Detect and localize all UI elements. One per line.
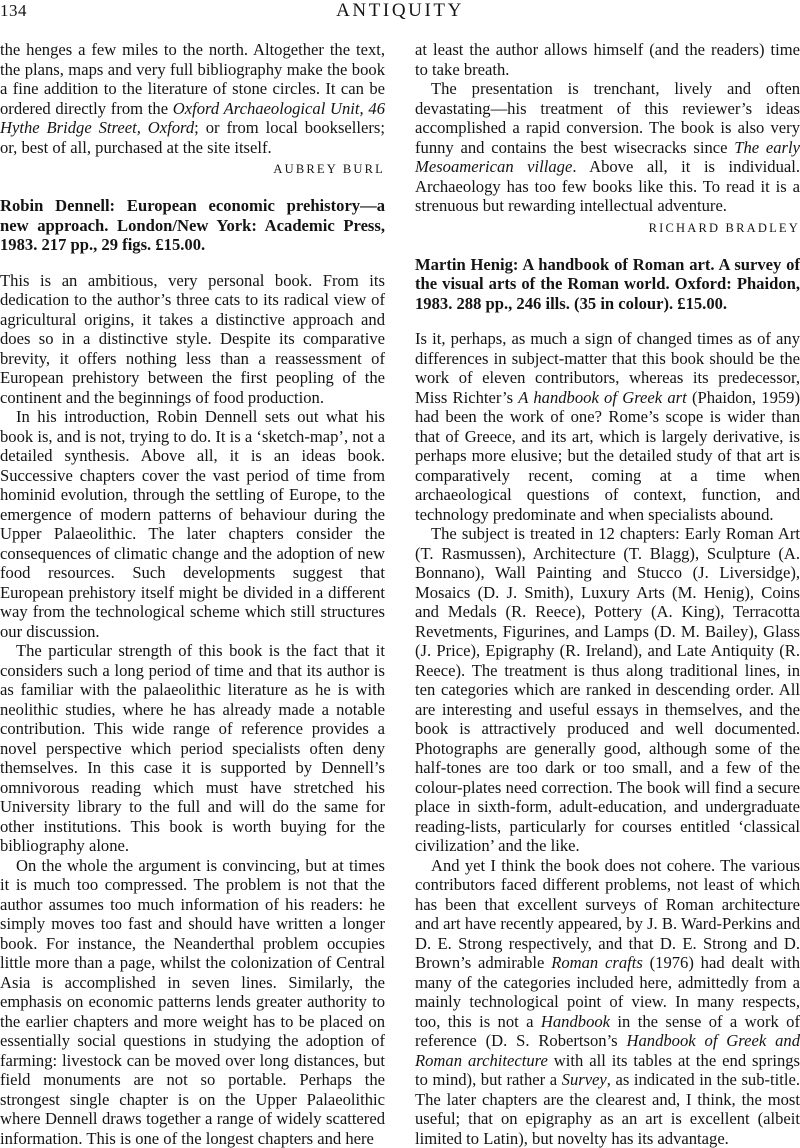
continued-review-text <box>0 40 385 157</box>
journal-title: ANTIQUITY <box>0 0 800 22</box>
review-paragraph: The particular strength of this book is the fact that it considers such a long period of time and that its author is as familiar with the palaeolithic literature as he is with neolithic studies, where he has already made a notable contribution. This wide range of reference provides a novel perspective which period specialists often deny themselves. In this case it is supported by Dennell’s omnivorous reading which must have stretched his University library to the full and will do the same for other institutions. This book is worth buying for the bibliography alone. <box>0 641 385 856</box>
running-head <box>0 0 800 24</box>
right-column <box>415 40 800 1148</box>
text-span: the henges a few miles to the north. Altogether the text, the plans, maps and very full bibliography make the book a fine addition to the literature of stone circles. It can be ordered directly from the <box>0 40 385 118</box>
review-heading-henig: Martin Henig: A handbook of Roman art. A survey of the visual arts of the Roman world. Oxford: Phaidon, 1983. 288 pp., 246 ills. (35 in colour). £15.00. <box>415 255 800 314</box>
review-paragraph: In his introduction, Robin Dennell sets out what his book is, and is not, trying to do. It is a ‘sketch-map’, not a detailed synthesis. Above all, it is an ideas book. Successive chapters cover the vast period of time from hominid evolution, through the settling of Europe, to the emergence of modern patterns of behaviour during the Upper Palaeolithic. The later chapters consider the consequences of climatic change and the adoption of new food resources. Such developments suggest that European prehistory itself might be divided in a different way from the technological scheme which still structures our discussion. <box>0 407 385 641</box>
left-column <box>0 40 385 1148</box>
book-title-italic: A handbook of Greek art <box>518 388 686 407</box>
text-span: The presentation is trenchant, lively and often devastating—his treatment of this reviewer’s ideas accomplished a rapid conversion. The book is also very funny and contains the best wisecracks since <box>415 79 800 157</box>
text-span: , as indicated in the sub-title. The later chapters are the clearest and, I think, the most useful; that on epigraphy as an art is excellent (albeit limited to Latin), but novelty has its advantage. <box>415 1070 800 1148</box>
text-span: Is it, perhaps, as much a sign of changed times as of any differences in subject-matter that this book should be the work of eleven contributors, whereas its predecessor, Miss Richter’s <box>415 329 800 407</box>
review-paragraph: at least the author allows himself (and the readers) time to take breath. <box>415 40 800 79</box>
text-span: (Phaidon, 1959) had been the work of one? Rome’s scope is wider than that of Greece, and its art, which is largely derivative, is perhaps more elusive; but the detailed study of that art is comparatively recent, coming at a time when archaeological questions of context, function, and technology predominate and when specialists abound. <box>415 388 800 524</box>
text-span: ; or from local booksellers; or, best of all, purchased at the site itself. <box>0 118 385 157</box>
review-paragraph: On the whole the argument is convincing, but at times it is much too compressed. The problem is not that the author assumes too much information of his readers: he simply moves too fast and should have written a longer book. For instance, the Neanderthal problem occupies little more than a page, whilst the colonization of Central Asia is accomplished in seven lines. Similarly, the emphasis on economic patterns lends greater authority to the earlier chapters and more weight has to be placed on essentially social questions in studying the adoption of farming: livestock can be moved over long distances, but field monuments are not so portable. Perhaps the strongest single chapter is on the Upper Palaeolithic where Dennell draws together a range of widely scattered information. This is one of the longest chapters and here <box>0 856 385 1148</box>
review-heading-dennell: Robin Dennell: European economic prehistory—a new approach. London/New York: Academic Press, 1983. 217 pp., 29 figs. £15.00. <box>0 196 385 255</box>
text-span: And yet I think the book does not cohere. The various contributors faced different problems, not least of which has been that excellent surveys of Roman architecture and art have recently appeared, by J. B. Ward-Perkins and D. E. Strong respectively, and that D. E. Strong and D. Brown’s admirable <box>415 856 800 973</box>
text-span: with all its tables at the end springs to mind), but rather a <box>415 1051 800 1090</box>
publisher-address-italic: Oxford Archaeological Unit, 46 Hythe Bridge Street, Oxford <box>0 99 385 138</box>
review-paragraph <box>415 329 800 524</box>
review-paragraph <box>415 856 800 1148</box>
reviewer-signature-bradley: RICHARD BRADLEY <box>415 219 800 238</box>
book-title-italic: Roman crafts <box>551 953 643 972</box>
book-title-italic: The early Mesoamerican village <box>415 138 800 177</box>
reviewer-signature-burl: AUBREY BURL <box>0 160 385 179</box>
review-paragraph: The subject is treated in 12 chapters: Early Roman Art (T. Rasmussen), Architecture (T. Blagg), Sculpture (A. Bonnano), Wall Painting and Stucco (J. Liversidge), Mosaics (D. J. Smith), Luxury Arts (M. Henig), Coins and Medals (R. Reece), Pottery (A. King), Terracotta Revetments, Figurines, and Lamps (D. M. Bailey), Glass (J. Price), Epigraphy (R. Ireland), and Late Antiquity (R. Reece). The treatment is thus along traditional lines, in ten categories which are ranked in descending order. All are interesting and useful essays in themselves, and the book is attractively produced and well documented. Photographs are generally good, although some of the half-tones are too dark or too small, and a few of the colour-plates need correction. The book will find a secure place in sixth-form, adult-education, and undergraduate reading-lists, particularly for courses entitled ‘classical civilization’ and the like. <box>415 524 800 856</box>
text-span: . Above all, it is individual. Archaeology has too few books like this. To read it is a strenuous but rewarding intellectual adventure. <box>415 157 800 215</box>
text-span: (1976) had dealt with many of the categories included here, admittedly from a mainly technological point of view. In many respects, too, this is not a <box>415 953 800 1031</box>
book-title-italic: Handbook <box>541 1012 610 1031</box>
book-title-italic: Survey <box>562 1070 607 1089</box>
page-number: 134 <box>0 1 27 21</box>
review-paragraph <box>415 79 800 216</box>
review-paragraph: This is an ambitious, very personal book. From its dedication to the author’s three cats to its radical view of agricultural origins, it takes a distinctive approach and does so in a distinctive style. Despite its comparative brevity, it offers nothing less than a reassessment of European prehistory between the first peopling of the continent and the beginnings of food production. <box>0 271 385 408</box>
text-span: in the sense of a work of reference (D. S. Robertson’s <box>415 1012 800 1051</box>
book-title-italic: Handbook of Greek and Roman architecture <box>415 1031 800 1070</box>
